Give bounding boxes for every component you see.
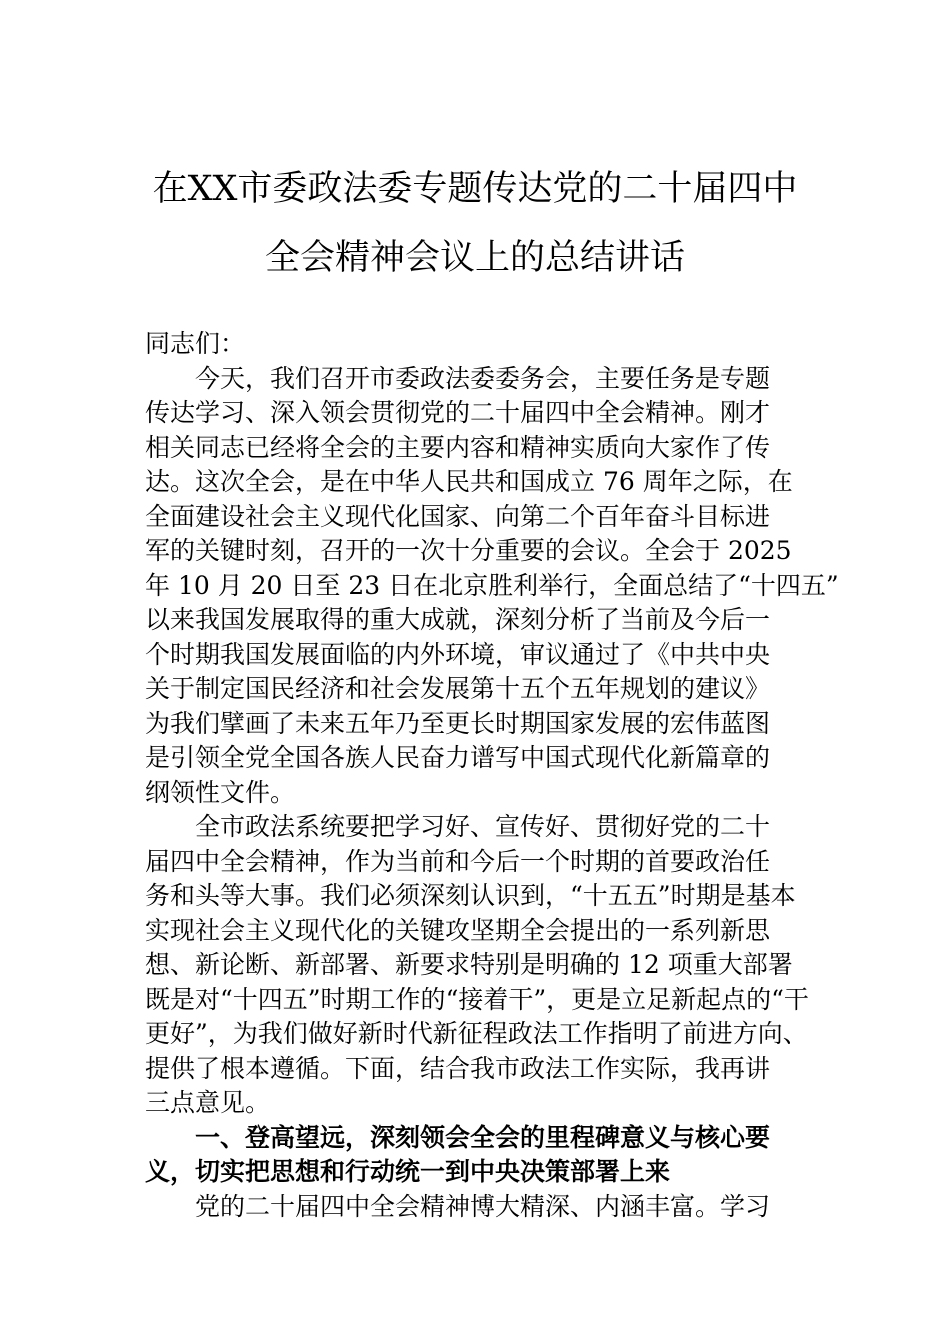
paragraph-line: 务和头等大事。我们必须深刻认识到，“十五五”时期是基本 bbox=[145, 881, 796, 910]
salutation: 同志们： bbox=[145, 329, 246, 358]
paragraph-line: 既是对“十四五”时期工作的“接着干”，更是立足新起点的“干 bbox=[145, 984, 809, 1014]
paragraph-line: 以来我国发展取得的重大成就，深刻分析了当前及今后一 bbox=[145, 605, 771, 634]
paragraph-line: 传达学习、深入领会贯彻党的二十届四中全会精神。刚才 bbox=[145, 398, 771, 427]
paragraph-line: 更好”，为我们做好新时代新征程政法工作指明了前进方向、 bbox=[145, 1019, 808, 1048]
paragraph-line: 想、新论断、新部署、新要求特别是明确的 12 项重大部署 bbox=[145, 950, 793, 979]
paragraph-line: 是引领全党全国各族人民奋力谱写中国式现代化新篇章的 bbox=[145, 743, 771, 772]
document-title-line-2: 全会精神会议上的总结讲话 bbox=[264, 238, 685, 278]
paragraph-line: 提供了根本遵循。下面，结合我市政法工作实际，我再讲 bbox=[145, 1053, 771, 1083]
paragraph-line: 为我们擘画了未来五年乃至更长时期国家发展的宏伟蓝图 bbox=[145, 708, 771, 738]
paragraph-line: 全面建设社会主义现代化国家、向第二个百年奋斗目标进 bbox=[145, 501, 771, 531]
paragraph-line: 达。这次全会，是在中华人民共和国成立 76 周年之际，在 bbox=[145, 467, 793, 496]
section-heading-line: 一、登高望远，深刻领会全会的里程碑意义与核心要 bbox=[195, 1122, 771, 1152]
paragraph-line: 三点意见。 bbox=[145, 1088, 271, 1117]
paragraph-line: 届四中全会精神，作为当前和今后一个时期的首要政治任 bbox=[145, 846, 771, 876]
paragraph-line: 全市政法系统要把学习好、宣传好、贯彻好党的二十 bbox=[195, 812, 771, 841]
paragraph-line: 实现社会主义现代化的关键攻坚期全会提出的一系列新思 bbox=[145, 915, 771, 945]
paragraph-line: 关于制定国民经济和社会发展第十五个五年规划的建议》 bbox=[145, 674, 771, 703]
paragraph-line: 今天，我们召开市委政法委委务会，主要任务是专题 bbox=[195, 363, 771, 393]
document-body bbox=[145, 327, 839, 1224]
paragraph-line: 年 10 月 20 日至 23 日在北京胜利举行，全面总结了“十四五” bbox=[145, 570, 839, 600]
document-title-line-1: 在XX市委政法委专题传达党的二十届四中 bbox=[152, 169, 798, 209]
paragraph-line: 党的二十届四中全会精神博大精深、内涵丰富。学习 bbox=[195, 1191, 771, 1221]
paragraph-line: 相关同志已经将全会的主要内容和精神实质向大家作了传 bbox=[145, 432, 771, 462]
section-heading-line: 义，切实把思想和行动统一到中央决策部署上来 bbox=[145, 1157, 671, 1186]
paragraph-line: 纲领性文件。 bbox=[145, 777, 296, 807]
paragraph-line: 军的关键时刻，召开的一次十分重要的会议。全会于 2025 bbox=[145, 536, 792, 565]
paragraph-line: 个时期我国发展面临的内外环境，审议通过了《中共中央 bbox=[145, 639, 771, 669]
